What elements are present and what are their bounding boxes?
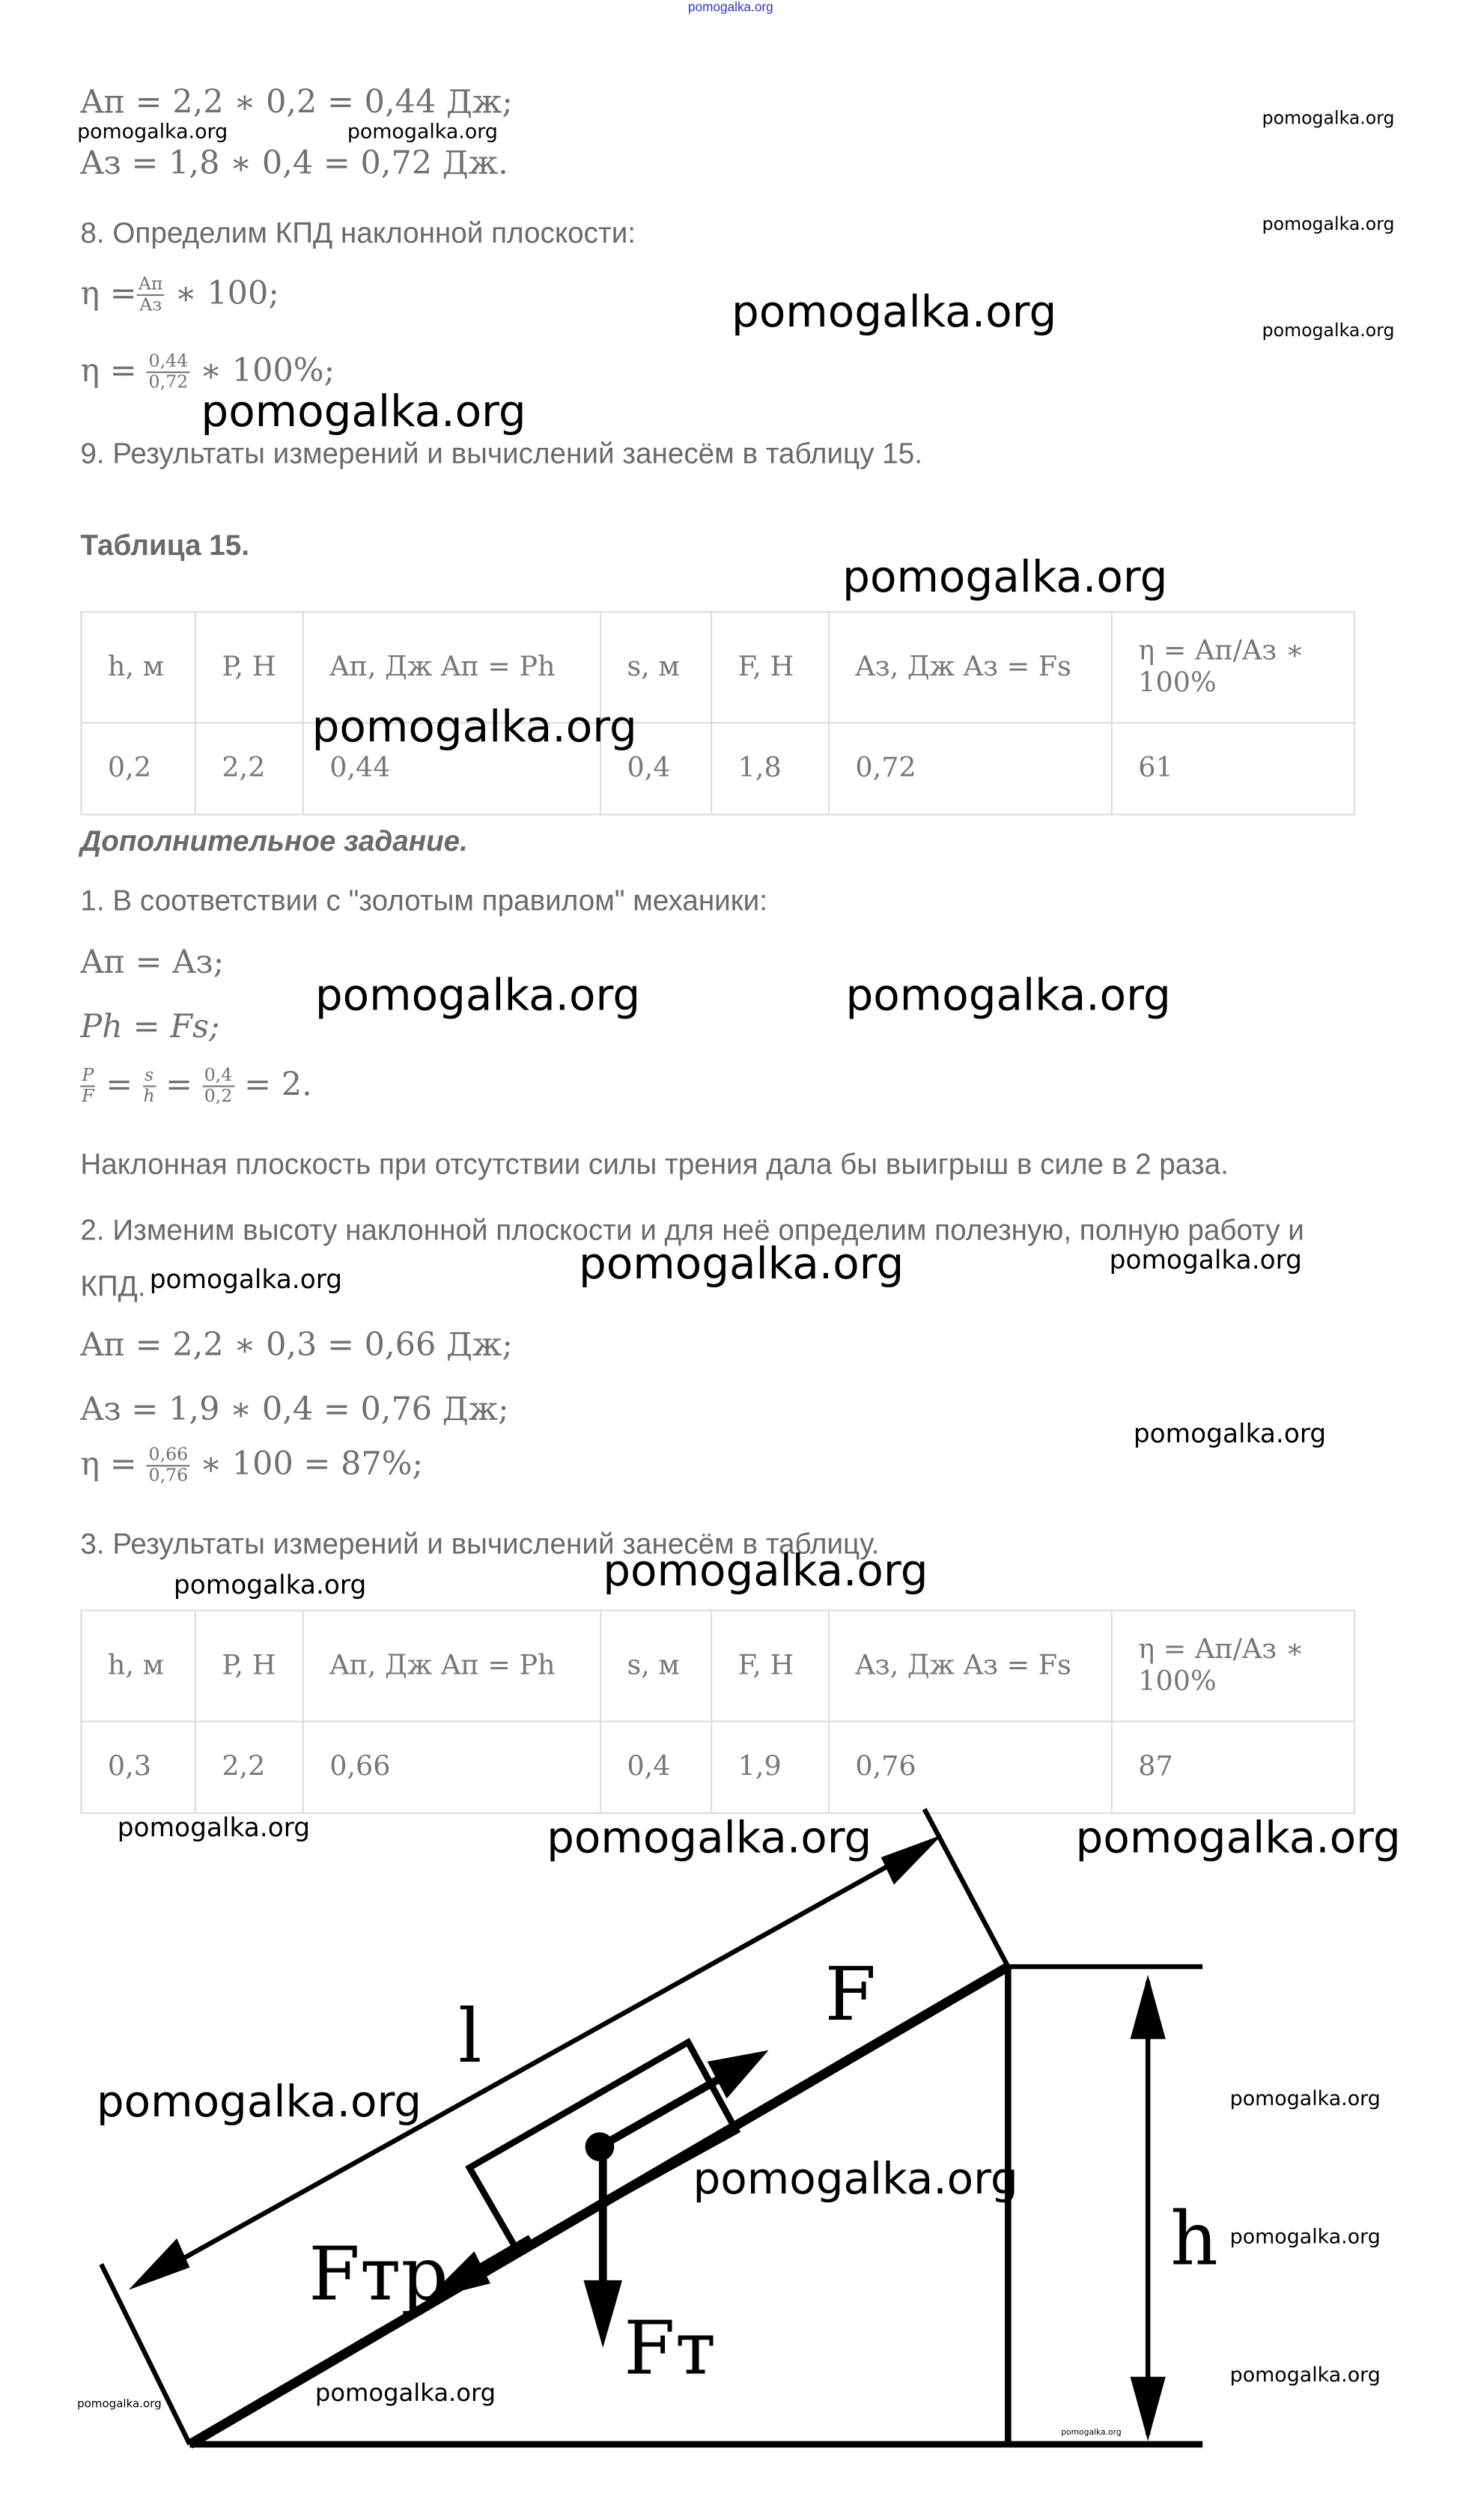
den: h bbox=[143, 1085, 155, 1107]
arrowhead bbox=[129, 2238, 190, 2290]
arrowhead bbox=[881, 1835, 943, 1885]
watermark: pomogalka.org bbox=[1061, 2428, 1122, 2438]
col-s: s, м bbox=[600, 612, 711, 723]
extra-2: 2. Изменим высоту наклонной плоскости и для неё определим полезную, полную работу и bbox=[80, 1214, 1304, 1247]
label-ft: Fт bbox=[624, 2305, 717, 2392]
watermark: pomogalka.org bbox=[1229, 2223, 1381, 2248]
ratio-equation: $\frac{P}{F}$ = $\frac{s}{h}$ = $\frac{0,4}{0,2}$ = 2. bbox=[82, 1064, 312, 1107]
cell: 0,44 bbox=[303, 723, 600, 814]
cell: 1,8 bbox=[711, 723, 829, 814]
eta-lhs: η = bbox=[80, 1444, 137, 1483]
length-arrow bbox=[139, 1842, 933, 2284]
eta-rhs: ∗ 100%; bbox=[199, 350, 335, 389]
watermark: pomogalka.org bbox=[842, 553, 1168, 604]
watermark: pomogalka.org bbox=[579, 1239, 904, 1290]
col-eta: η = Aп/Aз ∗ 100% bbox=[1112, 612, 1354, 723]
den: 0,72 bbox=[148, 371, 189, 392]
watermark: pomogalka.org bbox=[149, 1263, 343, 1295]
extra-2-cont: КПД. bbox=[80, 1270, 146, 1303]
cell: 0,3 bbox=[81, 1722, 195, 1813]
watermark: pomogalka.org bbox=[1229, 2086, 1381, 2110]
ratio-result: = 2. bbox=[244, 1064, 312, 1104]
num: 0,44 bbox=[147, 352, 189, 373]
watermark: pomogalka.org bbox=[603, 1546, 928, 1597]
cell: 2,2 bbox=[195, 723, 303, 814]
col-ap: Aп, Дж Aп = Ph bbox=[303, 612, 600, 723]
col-p: P, Н bbox=[195, 612, 303, 723]
cell: 2,2 bbox=[195, 1722, 303, 1813]
arrowhead bbox=[583, 2280, 622, 2348]
equation-ap2: Aп = 2,2 ∗ 0,3 = 0,66 Дж; bbox=[80, 1325, 513, 1364]
label-l: l bbox=[457, 1993, 482, 2080]
num: P bbox=[80, 1066, 95, 1087]
extension-top bbox=[925, 1809, 1009, 1967]
step-8: 8. Определим КПД наклонной плоскости: bbox=[80, 216, 636, 249]
col-az: Aз, Дж Aз = Fs bbox=[829, 612, 1112, 723]
arrowhead bbox=[1131, 2377, 1166, 2441]
watermark: pomogalka.org bbox=[173, 1569, 367, 1600]
watermark: pomogalka.org bbox=[96, 2077, 422, 2128]
den: 0,76 bbox=[148, 1465, 189, 1487]
num: 0,4 bbox=[203, 1066, 234, 1087]
eq-ph-fs: Ph = Fs; bbox=[80, 1007, 220, 1045]
extra-task-title: Дополнительное задание. bbox=[80, 825, 468, 857]
col-f: F, Н bbox=[711, 1611, 829, 1722]
watermark: pomogalka.org bbox=[547, 1814, 872, 1864]
cell: 61 bbox=[1112, 723, 1354, 814]
label-f: F bbox=[824, 1952, 877, 2038]
extra-1: 1. В соответствии с "золотым правилом" механики: bbox=[80, 884, 768, 917]
table-title: Таблица 15. bbox=[80, 529, 249, 562]
col-eta: η = Aп/Aз ∗ 100% bbox=[1112, 1611, 1354, 1722]
conclusion: Наклонная плоскость при отсутствии силы трения дала бы выигрыш в силе в 2 раза. bbox=[80, 1148, 1229, 1181]
watermark: pomogalka.org bbox=[1075, 1814, 1401, 1864]
cell: 0,76 bbox=[829, 1722, 1112, 1813]
watermark: pomogalka.org bbox=[1133, 1418, 1327, 1449]
col-s: s, м bbox=[600, 1611, 711, 1722]
watermark: pomogalka.org bbox=[1262, 213, 1395, 235]
label-h: h bbox=[1170, 2196, 1218, 2283]
label-ftr: Fтр bbox=[308, 2231, 448, 2318]
den: Aз bbox=[139, 294, 162, 315]
watermark: pomogalka.org bbox=[1229, 2362, 1381, 2387]
den: 0,2 bbox=[204, 1085, 233, 1107]
cell: 0,4 bbox=[600, 723, 711, 814]
watermark: pomogalka.org bbox=[845, 971, 1171, 1021]
num: Aп bbox=[137, 275, 165, 296]
equation-ap1: Aп = 2,2 ∗ 0,2 = 0,44 Дж; bbox=[80, 82, 513, 121]
den: F bbox=[82, 1085, 94, 1107]
cell: 0,2 bbox=[81, 723, 195, 814]
step-9: 9. Результаты измерений и вычислений занесём в таблицу 15. bbox=[80, 437, 923, 470]
watermark: pomogalka.org bbox=[1262, 107, 1395, 129]
watermark: pomogalka.org bbox=[347, 118, 498, 144]
equation-az2: Aз = 1,9 ∗ 0,4 = 0,76 Дж; bbox=[80, 1389, 509, 1428]
watermark: pomogalka.org bbox=[117, 1812, 311, 1843]
eta-lhs: η = bbox=[80, 273, 137, 312]
num: 0,66 bbox=[147, 1445, 189, 1466]
eta-rhs: ∗ 100 = 87%; bbox=[199, 1444, 424, 1483]
cell: 0,66 bbox=[303, 1722, 600, 1813]
num: s bbox=[143, 1066, 155, 1087]
col-f: F, Н bbox=[711, 612, 829, 723]
cell: 1,9 bbox=[711, 1722, 829, 1813]
col-h: h, м bbox=[81, 612, 195, 723]
watermark: pomogalka.org bbox=[1262, 320, 1395, 341]
eq-ap-az: Aп = Aз; bbox=[80, 942, 225, 981]
eta-rhs: ∗ 100; bbox=[174, 273, 279, 312]
watermark: pomogalka.org bbox=[314, 2378, 496, 2408]
col-h: h, м bbox=[81, 1611, 195, 1722]
eta-lhs: η = bbox=[80, 350, 137, 389]
cell: 0,4 bbox=[600, 1722, 711, 1813]
cell: 87 bbox=[1112, 1722, 1354, 1813]
watermark: pomogalka.org bbox=[732, 288, 1057, 338]
watermark: pomogalka.org bbox=[77, 118, 228, 144]
col-az: Aз, Дж Aз = Fs bbox=[829, 1611, 1112, 1722]
watermark: pomogalka.org bbox=[201, 387, 526, 438]
watermark: pomogalka.org bbox=[314, 971, 641, 1021]
watermark: pomogalka.org bbox=[693, 2155, 1018, 2205]
cell: 0,72 bbox=[829, 723, 1112, 814]
extra-3: 3. Результаты измерений и вычислений занесём в таблицу. bbox=[80, 1527, 880, 1560]
extension-bottom bbox=[101, 2264, 189, 2444]
center-of-mass-dot bbox=[585, 2132, 615, 2161]
col-p: P, Н bbox=[195, 1611, 303, 1722]
arrowhead bbox=[1131, 1975, 1166, 2039]
equation-az1: Aз = 1,8 ∗ 0,4 = 0,72 Дж. bbox=[80, 143, 508, 182]
watermark: pomogalka.org bbox=[1109, 1245, 1302, 1275]
watermark: pomogalka.org bbox=[311, 702, 637, 753]
site-header-link[interactable]: pomogalka.org bbox=[688, 0, 773, 15]
col-ap: Aп, Дж Aп = Ph bbox=[303, 1611, 600, 1722]
watermark: pomogalka.org bbox=[77, 2397, 162, 2411]
